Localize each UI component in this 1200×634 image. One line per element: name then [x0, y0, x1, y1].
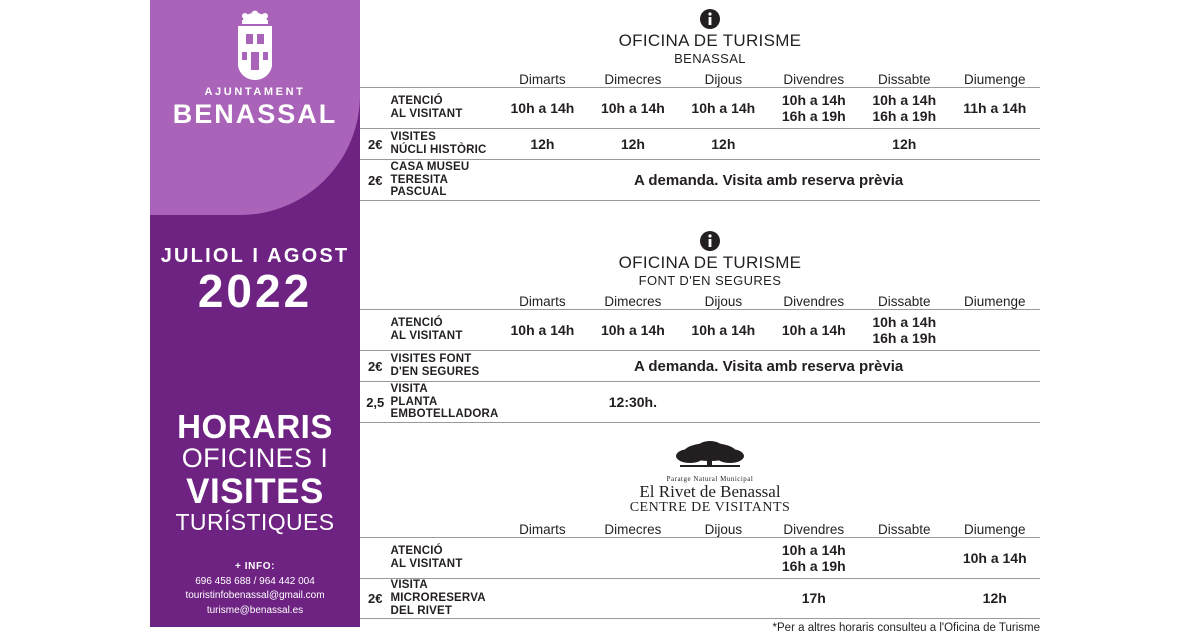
row-cell [678, 579, 768, 619]
row-label: ATENCIÓ AL VISITANT [390, 88, 497, 129]
contact-phones: 696 458 688 / 964 442 004 [195, 575, 315, 587]
row-cell: 10h a 14h [497, 310, 587, 351]
row-cell [859, 579, 949, 619]
row-cell: 10h a 14h [949, 538, 1040, 579]
day-header-dijous: Dijous [704, 72, 743, 87]
row-cell: 10h a 14h [678, 88, 768, 129]
row-price [360, 88, 390, 129]
schedule-block-benassal [360, 8, 1060, 201]
schedules-content [360, 0, 1060, 634]
info-circle-icon [699, 230, 721, 252]
day-header-divendres: Divendres [783, 72, 845, 87]
coat-of-arms-icon [218, 8, 292, 82]
crest-block [150, 8, 360, 130]
block-2-day-headers [360, 294, 1040, 310]
table-row [360, 351, 1040, 382]
row-wide-text: A demanda. Visita amb reserva prèvia [497, 160, 1040, 201]
row-cell: 10h a 14h [769, 310, 859, 351]
day-header-dijous: Dijous [704, 294, 743, 309]
title-line-2: OFICINES I [181, 443, 329, 473]
row-label: ATENCIÓ AL VISITANT [390, 310, 497, 351]
schedule-block-font-den-segures [360, 230, 1060, 423]
day-header-diumenge: Diumenge [963, 522, 1026, 537]
poster-title [150, 410, 360, 534]
row-cell [859, 382, 949, 423]
table-row [360, 538, 1040, 579]
row-cell [588, 579, 678, 619]
row-cell: 11h a 14h [949, 88, 1040, 129]
row-price: 2,5 [360, 382, 390, 423]
table-row [360, 579, 1040, 619]
row-cell [678, 382, 768, 423]
row-cell: 12h [497, 129, 587, 160]
row-cell: 12h [678, 129, 768, 160]
year-label: 2022 [197, 265, 313, 317]
row-cell [949, 129, 1040, 160]
row-cell [859, 538, 949, 579]
row-cell [497, 579, 587, 619]
block-2-header [360, 230, 1060, 288]
row-cell [949, 382, 1040, 423]
day-header-dimecres: Dimecres [604, 522, 662, 537]
row-label: VISITES FONT D'EN SEGURES [390, 351, 497, 382]
left-panel [150, 0, 360, 627]
row-cell [497, 382, 587, 423]
row-label: VISITA PLANTA EMBOTELLADORA [390, 382, 497, 423]
title-line-4: TURÍSTIQUES [175, 509, 335, 535]
row-cell [769, 129, 859, 160]
row-cell [769, 382, 859, 423]
row-wide-text: A demanda. Visita amb reserva prèvia [497, 351, 1040, 382]
day-header-dimecres: Dimecres [604, 72, 662, 87]
day-header-dissabte: Dissabte [877, 522, 931, 537]
row-cell: 12h [588, 129, 678, 160]
block-2-title: OFICINA DE TURISME [618, 253, 802, 272]
block-1-title: OFICINA DE TURISME [618, 31, 802, 50]
row-cell: 10h a 14h 16h a 19h [859, 310, 949, 351]
table-row [360, 382, 1040, 423]
row-cell [678, 538, 768, 579]
row-price: 2€ [360, 351, 390, 382]
row-cell: 12h [859, 129, 949, 160]
block-2-subtitle: FONT D'EN SEGURES [638, 273, 782, 288]
block-2-table [360, 294, 1040, 423]
row-label: ATENCIÓ AL VISITANT [390, 538, 497, 579]
municipality-label: BENASSAL [172, 99, 338, 129]
rivet-logo-line-2: El Rivet de Benassal [639, 482, 781, 501]
ajuntament-label: AJUNTAMENT [204, 86, 306, 98]
schedule-block-el-rivet [360, 440, 1060, 634]
block-1-day-headers [360, 72, 1040, 88]
day-header-divendres: Divendres [783, 294, 845, 309]
day-header-divendres: Divendres [783, 522, 845, 537]
rivet-logo-line-3: CENTRE DE VISITANTS [629, 500, 791, 515]
row-price: 2€ [360, 160, 390, 201]
table-row [360, 88, 1040, 129]
rivet-logo-line-1: Paratge Natural Municipal [666, 475, 754, 483]
row-cell: 17h [769, 579, 859, 619]
block-3-table [360, 522, 1040, 619]
table-row [360, 160, 1040, 201]
row-cell: 12h [949, 579, 1040, 619]
footnote: *Per a altres horaris consulteu a l'Oficina de Turisme [772, 621, 1040, 634]
tree-icon [650, 440, 770, 470]
row-price: 2€ [360, 579, 390, 619]
title-line-3: VISITES [186, 472, 324, 511]
row-cell: 10h a 14h 16h a 19h [859, 88, 949, 129]
contact-email-1: touristinfobenassal@gmail.com [185, 590, 325, 601]
day-header-diumenge: Diumenge [963, 72, 1026, 87]
day-header-dimarts: Dimarts [519, 72, 566, 87]
contact-info [150, 560, 360, 618]
row-cell: 10h a 14h [588, 88, 678, 129]
info-label: + INFO: [234, 561, 276, 572]
row-price [360, 310, 390, 351]
day-header-dijous: Dijous [704, 522, 743, 537]
block-3-header [360, 440, 1060, 516]
title-line-1: HORARIS [177, 408, 333, 445]
row-label: CASA MUSEU TERESITA PASCUAL [390, 160, 497, 201]
day-header-dimarts: Dimarts [519, 522, 566, 537]
block-1-table [360, 72, 1040, 201]
table-row [360, 129, 1040, 160]
row-label: VISITES NÚCLI HISTÒRIC [390, 129, 497, 160]
row-cell: 10h a 14h [588, 310, 678, 351]
row-label: VISITA MICRORESERVA DEL RIVET [390, 579, 497, 619]
row-price [360, 538, 390, 579]
row-cell: 10h a 14h [678, 310, 768, 351]
block-1-subtitle: BENASSAL [674, 51, 746, 66]
months-label: JULIOL I AGOST [160, 245, 350, 267]
row-price: 2€ [360, 129, 390, 160]
info-circle-icon [699, 8, 721, 30]
row-cell [588, 538, 678, 579]
row-cell [497, 538, 587, 579]
block-3-day-headers [360, 522, 1040, 538]
day-header-dimarts: Dimarts [519, 294, 566, 309]
block-1-header [360, 8, 1060, 66]
contact-email-2: turisme@benassal.es [206, 604, 304, 616]
row-cell: 12:30h. [588, 382, 678, 423]
row-cell [949, 310, 1040, 351]
date-block [150, 245, 360, 317]
day-header-dissabte: Dissabte [877, 294, 931, 309]
row-cell: 10h a 14h [497, 88, 587, 129]
day-header-dissabte: Dissabte [877, 72, 931, 87]
table-row [360, 310, 1040, 351]
day-header-dimecres: Dimecres [604, 294, 662, 309]
row-cell: 10h a 14h 16h a 19h [769, 88, 859, 129]
row-cell: 10h a 14h 16h a 19h [769, 538, 859, 579]
day-header-diumenge: Diumenge [963, 294, 1026, 309]
